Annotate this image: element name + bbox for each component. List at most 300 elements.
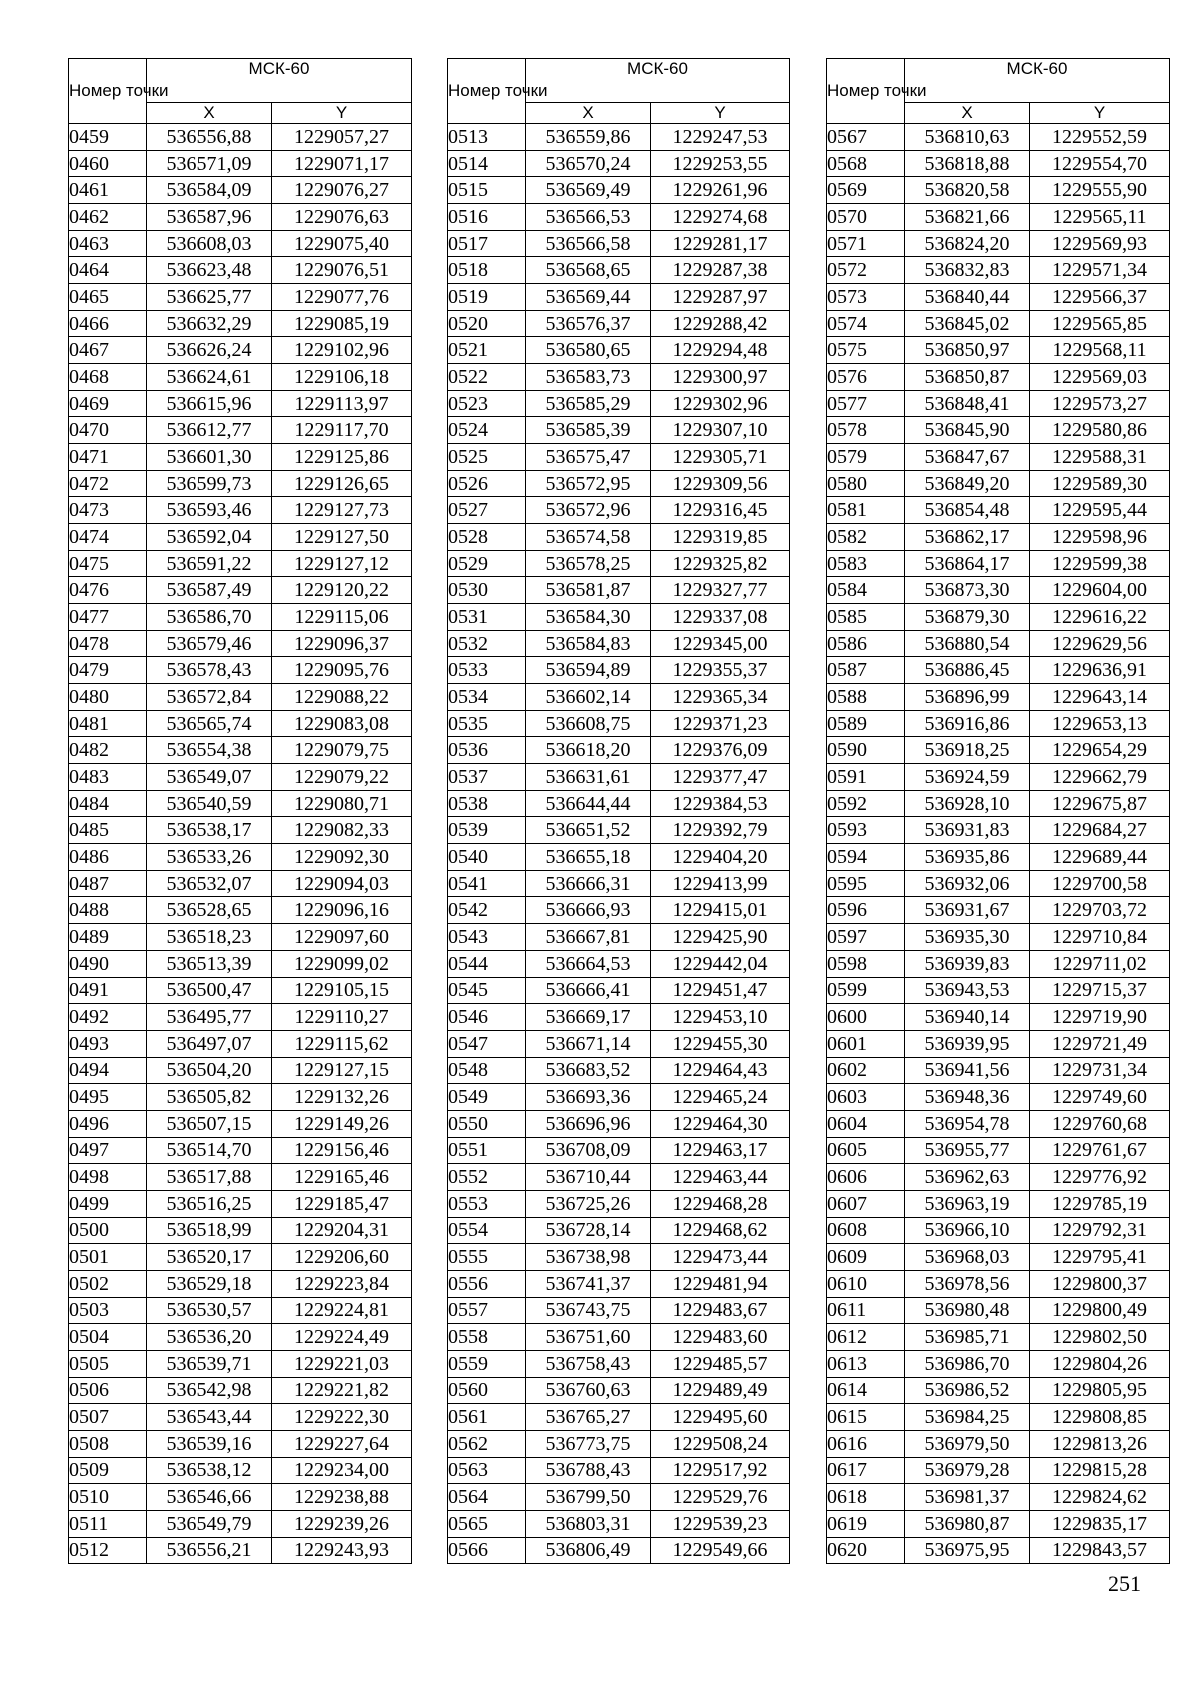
point-number-cell: 0508 xyxy=(69,1430,147,1457)
y-coordinate-cell: 1229824,62 xyxy=(1030,1484,1170,1511)
table-row xyxy=(448,790,790,817)
point-number-cell: 0516 xyxy=(448,204,526,231)
table-row xyxy=(69,604,412,631)
y-coordinate-cell: 1229083,08 xyxy=(272,710,412,737)
x-coordinate-cell: 536693,36 xyxy=(526,1084,651,1111)
coordinates-table-1 xyxy=(68,58,412,1564)
y-coordinate-cell: 1229076,27 xyxy=(272,177,412,204)
x-coordinate-cell: 536758,43 xyxy=(526,1350,651,1377)
x-coordinate-cell: 536879,30 xyxy=(905,604,1030,631)
point-number-cell: 0533 xyxy=(448,657,526,684)
x-coordinate-cell: 536760,63 xyxy=(526,1377,651,1404)
x-coordinate-cell: 536738,98 xyxy=(526,1244,651,1271)
y-coordinate-cell: 1229261,96 xyxy=(651,177,790,204)
x-coordinate-cell: 536803,31 xyxy=(526,1510,651,1537)
table-row xyxy=(448,684,790,711)
y-coordinate-cell: 1229287,38 xyxy=(651,257,790,284)
y-coordinate-cell: 1229760,68 xyxy=(1030,1110,1170,1137)
point-number-cell: 0474 xyxy=(69,524,147,551)
point-number-cell: 0498 xyxy=(69,1164,147,1191)
y-coordinate-cell: 1229057,27 xyxy=(272,124,412,151)
table-row xyxy=(69,950,412,977)
point-number-cell: 0553 xyxy=(448,1190,526,1217)
x-coordinate-cell: 536932,06 xyxy=(905,870,1030,897)
x-coordinate-cell: 536966,10 xyxy=(905,1217,1030,1244)
table-row xyxy=(69,1457,412,1484)
x-coordinate-cell: 536566,58 xyxy=(526,230,651,257)
y-coordinate-cell: 1229719,90 xyxy=(1030,1004,1170,1031)
point-number-cell: 0618 xyxy=(827,1484,905,1511)
table-row xyxy=(827,1350,1170,1377)
point-number-cell: 0555 xyxy=(448,1244,526,1271)
x-coordinate-cell: 536981,37 xyxy=(905,1484,1030,1511)
y-coordinate-cell: 1229629,56 xyxy=(1030,630,1170,657)
point-number-cell: 0606 xyxy=(827,1164,905,1191)
y-coordinate-cell: 1229234,00 xyxy=(272,1457,412,1484)
table-row xyxy=(827,817,1170,844)
point-number-cell: 0511 xyxy=(69,1510,147,1537)
x-coordinate-cell: 536586,70 xyxy=(147,604,272,631)
table-row xyxy=(69,1350,412,1377)
table-row xyxy=(448,1270,790,1297)
x-coordinate-cell: 536986,70 xyxy=(905,1350,1030,1377)
point-number-cell: 0515 xyxy=(448,177,526,204)
point-number-cell: 0611 xyxy=(827,1297,905,1324)
point-number-cell: 0573 xyxy=(827,284,905,311)
y-coordinate-cell: 1229224,81 xyxy=(272,1297,412,1324)
point-number-cell: 0609 xyxy=(827,1244,905,1271)
x-coordinate-cell: 536516,25 xyxy=(147,1190,272,1217)
x-coordinate-cell: 536873,30 xyxy=(905,577,1030,604)
point-number-cell: 0491 xyxy=(69,977,147,1004)
y-coordinate-cell: 1229377,47 xyxy=(651,764,790,791)
point-number-cell: 0488 xyxy=(69,897,147,924)
table-row xyxy=(69,1137,412,1164)
table-row xyxy=(69,657,412,684)
y-coordinate-cell: 1229224,49 xyxy=(272,1324,412,1351)
table-row xyxy=(827,310,1170,337)
y-coordinate-cell: 1229071,17 xyxy=(272,150,412,177)
y-coordinate-cell: 1229517,92 xyxy=(651,1457,790,1484)
point-number-header: Номер точки xyxy=(448,59,526,124)
y-coordinate-cell: 1229115,06 xyxy=(272,604,412,631)
y-coordinate-cell: 1229731,34 xyxy=(1030,1057,1170,1084)
y-coordinate-cell: 1229776,92 xyxy=(1030,1164,1170,1191)
x-coordinate-cell: 536608,03 xyxy=(147,230,272,257)
table-row xyxy=(448,337,790,364)
point-number-cell: 0580 xyxy=(827,470,905,497)
point-number-cell: 0617 xyxy=(827,1457,905,1484)
y-coordinate-cell: 1229117,70 xyxy=(272,417,412,444)
table-row xyxy=(69,1110,412,1137)
y-coordinate-cell: 1229815,28 xyxy=(1030,1457,1170,1484)
x-coordinate-cell: 536575,47 xyxy=(526,444,651,471)
point-number-cell: 0594 xyxy=(827,844,905,871)
point-number-cell: 0524 xyxy=(448,417,526,444)
x-coordinate-cell: 536916,86 xyxy=(905,710,1030,737)
table-row xyxy=(827,870,1170,897)
table-row xyxy=(827,1244,1170,1271)
point-number-cell: 0475 xyxy=(69,550,147,577)
x-coordinate-cell: 536978,56 xyxy=(905,1270,1030,1297)
point-number-cell: 0492 xyxy=(69,1004,147,1031)
y-coordinate-cell: 1229749,60 xyxy=(1030,1084,1170,1111)
x-coordinate-cell: 536572,96 xyxy=(526,497,651,524)
point-number-cell: 0607 xyxy=(827,1190,905,1217)
table-row xyxy=(69,1510,412,1537)
point-number-cell: 0479 xyxy=(69,657,147,684)
y-coordinate-cell: 1229392,79 xyxy=(651,817,790,844)
x-coordinate-cell: 536587,96 xyxy=(147,204,272,231)
table-row xyxy=(69,257,412,284)
table-row xyxy=(827,1457,1170,1484)
x-coordinate-cell: 536585,29 xyxy=(526,390,651,417)
y-coordinate-cell: 1229468,28 xyxy=(651,1190,790,1217)
x-coordinate-cell: 536751,60 xyxy=(526,1324,651,1351)
y-coordinate-cell: 1229165,46 xyxy=(272,1164,412,1191)
point-number-cell: 0494 xyxy=(69,1057,147,1084)
x-coordinate-cell: 536529,18 xyxy=(147,1270,272,1297)
point-number-cell: 0480 xyxy=(69,684,147,711)
point-number-cell: 0490 xyxy=(69,950,147,977)
y-coordinate-cell: 1229604,00 xyxy=(1030,577,1170,604)
x-coordinate-cell: 536587,49 xyxy=(147,577,272,604)
x-coordinate-cell: 536986,52 xyxy=(905,1377,1030,1404)
y-coordinate-cell: 1229221,03 xyxy=(272,1350,412,1377)
x-coordinate-cell: 536539,16 xyxy=(147,1430,272,1457)
x-coordinate-cell: 536940,14 xyxy=(905,1004,1030,1031)
table-row xyxy=(69,497,412,524)
point-number-cell: 0570 xyxy=(827,204,905,231)
y-coordinate-cell: 1229451,47 xyxy=(651,977,790,1004)
x-coordinate-cell: 536931,67 xyxy=(905,897,1030,924)
y-coordinate-cell: 1229464,43 xyxy=(651,1057,790,1084)
point-number-cell: 0590 xyxy=(827,737,905,764)
x-coordinate-cell: 536810,63 xyxy=(905,124,1030,151)
x-coordinate-cell: 536985,71 xyxy=(905,1324,1030,1351)
y-coordinate-cell: 1229096,16 xyxy=(272,897,412,924)
table-row xyxy=(827,630,1170,657)
x-coordinate-cell: 536880,54 xyxy=(905,630,1030,657)
point-number-cell: 0530 xyxy=(448,577,526,604)
x-coordinate-cell: 536572,84 xyxy=(147,684,272,711)
x-coordinate-cell: 536513,39 xyxy=(147,950,272,977)
table-row xyxy=(448,950,790,977)
table-row xyxy=(827,1217,1170,1244)
x-coordinate-cell: 536935,30 xyxy=(905,924,1030,951)
x-coordinate-cell: 536666,31 xyxy=(526,870,651,897)
x-coordinate-cell: 536574,58 xyxy=(526,524,651,551)
x-coordinate-cell: 536533,26 xyxy=(147,844,272,871)
y-coordinate-cell: 1229795,41 xyxy=(1030,1244,1170,1271)
table-row xyxy=(448,310,790,337)
table-row xyxy=(448,524,790,551)
point-number-cell: 0540 xyxy=(448,844,526,871)
table-row xyxy=(827,417,1170,444)
table-row xyxy=(448,1004,790,1031)
point-number-cell: 0510 xyxy=(69,1484,147,1511)
x-coordinate-cell: 536584,09 xyxy=(147,177,272,204)
x-coordinate-cell: 536602,14 xyxy=(526,684,651,711)
y-coordinate-cell: 1229689,44 xyxy=(1030,844,1170,871)
point-number-cell: 0522 xyxy=(448,364,526,391)
point-number-cell: 0579 xyxy=(827,444,905,471)
table-row xyxy=(827,1297,1170,1324)
y-coordinate-cell: 1229281,17 xyxy=(651,230,790,257)
y-coordinate-cell: 1229700,58 xyxy=(1030,870,1170,897)
table-row xyxy=(448,204,790,231)
y-coordinate-cell: 1229102,96 xyxy=(272,337,412,364)
table-row xyxy=(827,524,1170,551)
point-number-cell: 0604 xyxy=(827,1110,905,1137)
coordinates-table-body xyxy=(827,124,1170,1564)
y-coordinate-cell: 1229309,56 xyxy=(651,470,790,497)
point-number-cell: 0567 xyxy=(827,124,905,151)
point-number-cell: 0504 xyxy=(69,1324,147,1351)
x-coordinate-cell: 536569,49 xyxy=(526,177,651,204)
point-number-cell: 0507 xyxy=(69,1404,147,1431)
table-row xyxy=(827,550,1170,577)
point-number-cell: 0556 xyxy=(448,1270,526,1297)
point-number-cell: 0465 xyxy=(69,284,147,311)
point-number-cell: 0545 xyxy=(448,977,526,1004)
point-number-cell: 0473 xyxy=(69,497,147,524)
x-coordinate-cell: 536572,95 xyxy=(526,470,651,497)
point-number-cell: 0542 xyxy=(448,897,526,924)
table-row xyxy=(448,177,790,204)
table-row xyxy=(827,1164,1170,1191)
x-coordinate-cell: 536495,77 xyxy=(147,1004,272,1031)
x-coordinate-cell: 536788,43 xyxy=(526,1457,651,1484)
y-coordinate-cell: 1229305,71 xyxy=(651,444,790,471)
x-coordinate-cell: 536821,66 xyxy=(905,204,1030,231)
x-coordinate-cell: 536530,57 xyxy=(147,1297,272,1324)
x-coordinate-cell: 536570,24 xyxy=(526,150,651,177)
x-coordinate-cell: 536979,50 xyxy=(905,1430,1030,1457)
y-coordinate-cell: 1229804,26 xyxy=(1030,1350,1170,1377)
x-coordinate-cell: 536955,77 xyxy=(905,1137,1030,1164)
y-coordinate-cell: 1229094,03 xyxy=(272,870,412,897)
table-row xyxy=(448,1537,790,1564)
x-coordinate-cell: 536928,10 xyxy=(905,790,1030,817)
table-row xyxy=(827,764,1170,791)
x-coordinate-cell: 536554,38 xyxy=(147,737,272,764)
y-coordinate-cell: 1229076,63 xyxy=(272,204,412,231)
table-row xyxy=(69,630,412,657)
point-number-cell: 0595 xyxy=(827,870,905,897)
x-coordinate-cell: 536599,73 xyxy=(147,470,272,497)
x-coordinate-cell: 536546,66 xyxy=(147,1484,272,1511)
table-row xyxy=(69,177,412,204)
x-coordinate-cell: 536618,20 xyxy=(526,737,651,764)
y-column-header: Y xyxy=(1030,103,1170,124)
point-number-cell: 0557 xyxy=(448,1297,526,1324)
point-number-cell: 0582 xyxy=(827,524,905,551)
x-coordinate-cell: 536664,53 xyxy=(526,950,651,977)
y-coordinate-cell: 1229127,50 xyxy=(272,524,412,551)
table-row xyxy=(448,364,790,391)
x-coordinate-cell: 536584,83 xyxy=(526,630,651,657)
point-number-cell: 0544 xyxy=(448,950,526,977)
table-row xyxy=(827,657,1170,684)
y-coordinate-cell: 1229355,37 xyxy=(651,657,790,684)
y-coordinate-cell: 1229463,44 xyxy=(651,1164,790,1191)
point-number-cell: 0616 xyxy=(827,1430,905,1457)
y-coordinate-cell: 1229800,37 xyxy=(1030,1270,1170,1297)
table-row xyxy=(827,790,1170,817)
table-row xyxy=(827,390,1170,417)
point-number-cell: 0559 xyxy=(448,1350,526,1377)
table-row xyxy=(69,710,412,737)
y-coordinate-cell: 1229345,00 xyxy=(651,630,790,657)
x-column-header: X xyxy=(905,103,1030,124)
y-coordinate-cell: 1229554,70 xyxy=(1030,150,1170,177)
point-number-cell: 0532 xyxy=(448,630,526,657)
x-coordinate-cell: 536848,41 xyxy=(905,390,1030,417)
table-row xyxy=(827,1430,1170,1457)
table-row xyxy=(69,977,412,1004)
table-row xyxy=(69,1217,412,1244)
x-coordinate-cell: 536549,07 xyxy=(147,764,272,791)
x-coordinate-cell: 536799,50 xyxy=(526,1484,651,1511)
x-coordinate-cell: 536500,47 xyxy=(147,977,272,1004)
coordinates-table-3 xyxy=(826,58,1170,1564)
y-coordinate-cell: 1229442,04 xyxy=(651,950,790,977)
table-row xyxy=(827,1004,1170,1031)
point-number-cell: 0547 xyxy=(448,1030,526,1057)
y-coordinate-cell: 1229571,34 xyxy=(1030,257,1170,284)
table-row xyxy=(448,1244,790,1271)
coordinate-system-header: МСК-60 xyxy=(147,59,412,103)
table-row xyxy=(448,390,790,417)
point-number-cell: 0514 xyxy=(448,150,526,177)
point-number-cell: 0506 xyxy=(69,1377,147,1404)
x-coordinate-cell: 536728,14 xyxy=(526,1217,651,1244)
point-number-cell: 0509 xyxy=(69,1457,147,1484)
y-coordinate-cell: 1229221,82 xyxy=(272,1377,412,1404)
table-row xyxy=(448,844,790,871)
table-row xyxy=(69,737,412,764)
point-number-cell: 0519 xyxy=(448,284,526,311)
table-row xyxy=(69,150,412,177)
table-row xyxy=(448,1297,790,1324)
table-row xyxy=(827,1484,1170,1511)
point-number-cell: 0572 xyxy=(827,257,905,284)
table-row xyxy=(448,550,790,577)
x-coordinate-cell: 536824,20 xyxy=(905,230,1030,257)
point-number-cell: 0529 xyxy=(448,550,526,577)
table-row xyxy=(448,417,790,444)
x-coordinate-cell: 536854,48 xyxy=(905,497,1030,524)
y-coordinate-cell: 1229453,10 xyxy=(651,1004,790,1031)
table-row xyxy=(69,204,412,231)
point-number-cell: 0552 xyxy=(448,1164,526,1191)
table-row xyxy=(448,630,790,657)
x-coordinate-cell: 536517,88 xyxy=(147,1164,272,1191)
coordinate-system-header: МСК-60 xyxy=(905,59,1170,103)
point-number-cell: 0537 xyxy=(448,764,526,791)
point-number-cell: 0486 xyxy=(69,844,147,871)
table-row xyxy=(827,204,1170,231)
point-number-cell: 0495 xyxy=(69,1084,147,1111)
y-coordinate-cell: 1229247,53 xyxy=(651,124,790,151)
point-number-cell: 0608 xyxy=(827,1217,905,1244)
y-coordinate-cell: 1229489,49 xyxy=(651,1377,790,1404)
table-row xyxy=(827,1190,1170,1217)
y-coordinate-cell: 1229080,71 xyxy=(272,790,412,817)
x-coordinate-cell: 536623,48 xyxy=(147,257,272,284)
x-coordinate-cell: 536683,52 xyxy=(526,1057,651,1084)
table-row xyxy=(827,1537,1170,1564)
y-coordinate-cell: 1229088,22 xyxy=(272,684,412,711)
point-number-cell: 0568 xyxy=(827,150,905,177)
x-coordinate-cell: 536725,26 xyxy=(526,1190,651,1217)
x-coordinate-cell: 536518,99 xyxy=(147,1217,272,1244)
x-coordinate-cell: 536608,75 xyxy=(526,710,651,737)
point-number-cell: 0583 xyxy=(827,550,905,577)
y-coordinate-cell: 1229127,12 xyxy=(272,550,412,577)
point-number-cell: 0481 xyxy=(69,710,147,737)
x-coordinate-cell: 536666,41 xyxy=(526,977,651,1004)
table-row xyxy=(448,1404,790,1431)
point-number-cell: 0470 xyxy=(69,417,147,444)
y-coordinate-cell: 1229483,60 xyxy=(651,1324,790,1351)
table-row xyxy=(827,444,1170,471)
x-coordinate-cell: 536968,03 xyxy=(905,1244,1030,1271)
y-coordinate-cell: 1229835,17 xyxy=(1030,1510,1170,1537)
x-coordinate-cell: 536565,74 xyxy=(147,710,272,737)
x-coordinate-cell: 536984,25 xyxy=(905,1404,1030,1431)
table-row xyxy=(69,1057,412,1084)
x-coordinate-cell: 536585,39 xyxy=(526,417,651,444)
y-coordinate-cell: 1229127,15 xyxy=(272,1057,412,1084)
coordinates-table-body xyxy=(448,124,790,1564)
table-row xyxy=(448,1350,790,1377)
point-number-cell: 0521 xyxy=(448,337,526,364)
x-coordinate-cell: 536539,71 xyxy=(147,1350,272,1377)
y-coordinate-cell: 1229636,91 xyxy=(1030,657,1170,684)
x-coordinate-cell: 536849,20 xyxy=(905,470,1030,497)
x-coordinate-cell: 536566,53 xyxy=(526,204,651,231)
page-number: 251 xyxy=(1108,1571,1141,1596)
x-coordinate-cell: 536612,77 xyxy=(147,417,272,444)
table-row xyxy=(448,1190,790,1217)
table-row xyxy=(448,1457,790,1484)
y-coordinate-cell: 1229156,46 xyxy=(272,1137,412,1164)
y-coordinate-cell: 1229222,30 xyxy=(272,1404,412,1431)
table-row xyxy=(448,1217,790,1244)
y-coordinate-cell: 1229529,76 xyxy=(651,1484,790,1511)
x-coordinate-cell: 536631,61 xyxy=(526,764,651,791)
y-coordinate-cell: 1229483,67 xyxy=(651,1297,790,1324)
y-coordinate-cell: 1229675,87 xyxy=(1030,790,1170,817)
table-row xyxy=(69,124,412,151)
y-coordinate-cell: 1229589,30 xyxy=(1030,470,1170,497)
y-coordinate-cell: 1229204,31 xyxy=(272,1217,412,1244)
y-coordinate-cell: 1229566,37 xyxy=(1030,284,1170,311)
table-row xyxy=(69,764,412,791)
y-coordinate-cell: 1229662,79 xyxy=(1030,764,1170,791)
y-coordinate-cell: 1229097,60 xyxy=(272,924,412,951)
y-coordinate-cell: 1229185,47 xyxy=(272,1190,412,1217)
y-coordinate-cell: 1229785,19 xyxy=(1030,1190,1170,1217)
point-number-cell: 0614 xyxy=(827,1377,905,1404)
table-row xyxy=(827,1270,1170,1297)
y-coordinate-cell: 1229079,75 xyxy=(272,737,412,764)
point-number-cell: 0543 xyxy=(448,924,526,951)
table-row xyxy=(69,1030,412,1057)
x-coordinate-cell: 536497,07 xyxy=(147,1030,272,1057)
